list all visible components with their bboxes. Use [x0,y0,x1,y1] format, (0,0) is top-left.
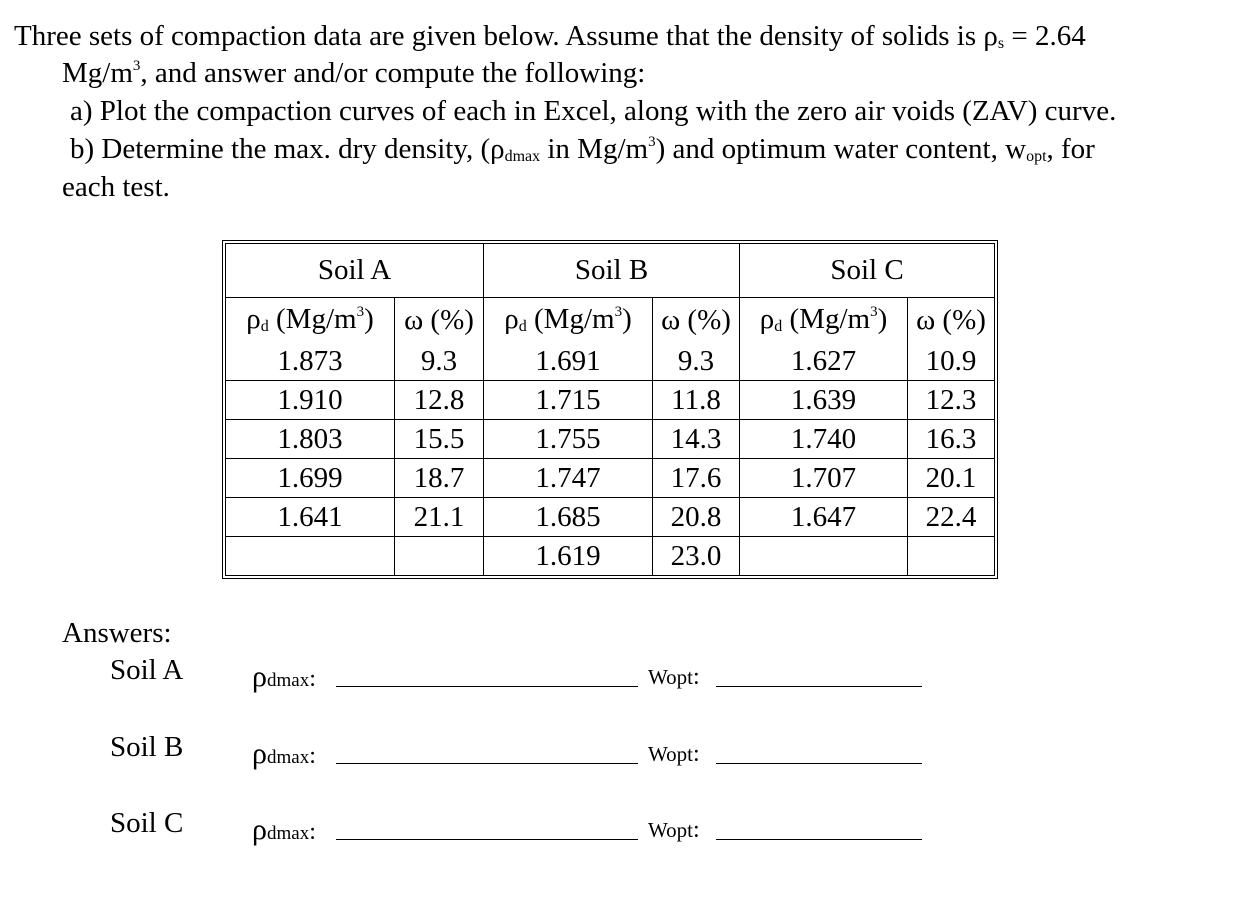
density-cell: 1.691 [484,342,653,381]
answer-soil-label: Soil C [110,807,184,839]
subscript: dmax [266,747,310,768]
w-symbol: W [648,742,667,766]
density-header [740,298,908,342]
part-b-text: in Mg/m [540,133,649,165]
density-cell [226,537,395,575]
rho-dmax-label [252,739,316,769]
intro-line-2 [62,59,645,88]
density-cell: 1.707 [740,459,908,498]
unit-text: (Mg/m [268,303,357,335]
rho-dmax-answer-field[interactable] [336,839,638,840]
superscript: 3 [614,304,623,320]
water-content-header: ω (%) [395,298,484,342]
subscript: opt [666,742,693,766]
subscript: opt [666,818,693,842]
rho-dmax-answer-field[interactable] [336,686,638,687]
colon: : [309,666,316,692]
part-b-text: b) Determine the max. dry density, (ρ [70,133,505,165]
unit-text: ) [877,303,888,335]
subscript: dmax [504,148,541,165]
colon: : [692,741,700,767]
colon: : [309,743,316,769]
density-cell: 1.803 [226,420,395,459]
subscript: d [518,318,527,335]
density-header [484,298,653,342]
density-cell: 1.619 [484,537,653,575]
superscript: 3 [132,58,141,74]
part-a: a) Plot the compaction curves of each in Excel, along with the zero air voids (ZAV) curve. [70,95,1117,127]
superscript: 3 [356,304,365,320]
w-opt-answer-field[interactable] [716,763,922,764]
density-header [226,298,395,342]
part-b-text: , for [1046,133,1095,165]
water-content-cell: 16.3 [908,420,994,459]
rho-dmax-label [252,662,316,692]
density-cell: 1.715 [484,381,653,420]
answers-title: Answers: [62,617,172,649]
density-cell: 1.685 [484,498,653,537]
part-b-text: ) and optimum water content, w [655,133,1027,165]
intro-text: Mg/m [62,57,133,89]
unit-text: (Mg/m [526,303,615,335]
superscript: 3 [870,304,878,320]
soil-b-header: Soil B [484,244,740,298]
rho-symbol: ρ [252,660,267,693]
table-row [226,459,994,498]
subscript: s [997,35,1005,52]
water-content-cell [908,537,994,575]
water-content-cell: 12.3 [908,381,994,420]
rho-symbol: ρ [759,303,775,335]
colon: : [692,664,700,690]
intro-text: , and answer and/or compute the following: [140,57,646,89]
rho-symbol: ρ [246,303,261,335]
rho-dmax-answer-field[interactable] [336,763,638,764]
water-content-cell: 9.3 [395,342,484,381]
subscript: opt [1026,148,1047,165]
intro-line-1 [14,22,1086,52]
rho-dmax-label [252,815,316,845]
w-opt-answer-field[interactable] [716,686,922,687]
water-content-cell: 11.8 [653,381,740,420]
soil-c-header: Soil C [740,244,994,298]
units-header-row [226,298,994,342]
table-row [226,381,994,420]
answer-soil-label: Soil A [110,654,184,686]
density-cell: 1.699 [226,459,395,498]
table-row [226,498,994,537]
water-content-cell: 20.1 [908,459,994,498]
water-content-cell: 9.3 [653,342,740,381]
w-opt-label [648,665,700,689]
water-content-cell: 22.4 [908,498,994,537]
table-row [226,537,994,575]
density-cell: 1.755 [484,420,653,459]
density-cell: 1.740 [740,420,908,459]
density-cell: 1.873 [226,342,395,381]
water-content-cell: 23.0 [653,537,740,575]
part-b [70,135,1095,165]
w-opt-answer-field[interactable] [716,839,922,840]
density-cell: 1.647 [740,498,908,537]
water-content-cell: 10.9 [908,342,994,381]
unit-text: (Mg/m [782,303,871,335]
density-cell: 1.639 [740,381,908,420]
w-symbol: W [648,818,667,842]
soil-header-row [226,244,994,298]
rho-symbol: ρ [252,737,267,770]
unit-text: ) [622,303,632,335]
rho-symbol: ρ [504,303,519,335]
w-opt-label [648,742,700,766]
part-b-line-2: each test. [62,171,170,203]
water-content-cell: 20.8 [653,498,740,537]
w-opt-label [648,818,700,842]
water-content-cell: 15.5 [395,420,484,459]
density-cell: 1.627 [740,342,908,381]
superscript: 3 [648,134,656,150]
water-content-cell: 12.8 [395,381,484,420]
water-content-cell: 18.7 [395,459,484,498]
subscript: dmax [266,670,310,691]
colon: : [692,817,700,843]
w-symbol: W [648,665,667,689]
compaction-data-table [222,240,998,579]
rho-symbol: ρ [252,813,267,846]
water-content-header: ω (%) [653,298,740,342]
water-content-cell: 21.1 [395,498,484,537]
colon: : [309,819,316,845]
intro-text: = 2.64 [1004,20,1086,52]
density-cell: 1.747 [484,459,653,498]
soil-a-header: Soil A [226,244,484,298]
answer-soil-label: Soil B [110,731,184,763]
density-cell: 1.641 [226,498,395,537]
table-row [226,342,994,381]
subscript: d [774,318,783,335]
subscript: opt [666,665,693,689]
subscript: d [260,318,269,335]
water-content-cell [395,537,484,575]
subscript: dmax [266,823,310,844]
unit-text: ) [364,303,374,335]
water-content-cell: 14.3 [653,420,740,459]
density-cell [740,537,908,575]
water-content-cell: 17.6 [653,459,740,498]
density-cell: 1.910 [226,381,395,420]
table-row [226,420,994,459]
intro-text: Three sets of compaction data are given below. Assume that the density of solids is ρ [14,20,998,52]
water-content-header: ω (%) [916,303,986,336]
